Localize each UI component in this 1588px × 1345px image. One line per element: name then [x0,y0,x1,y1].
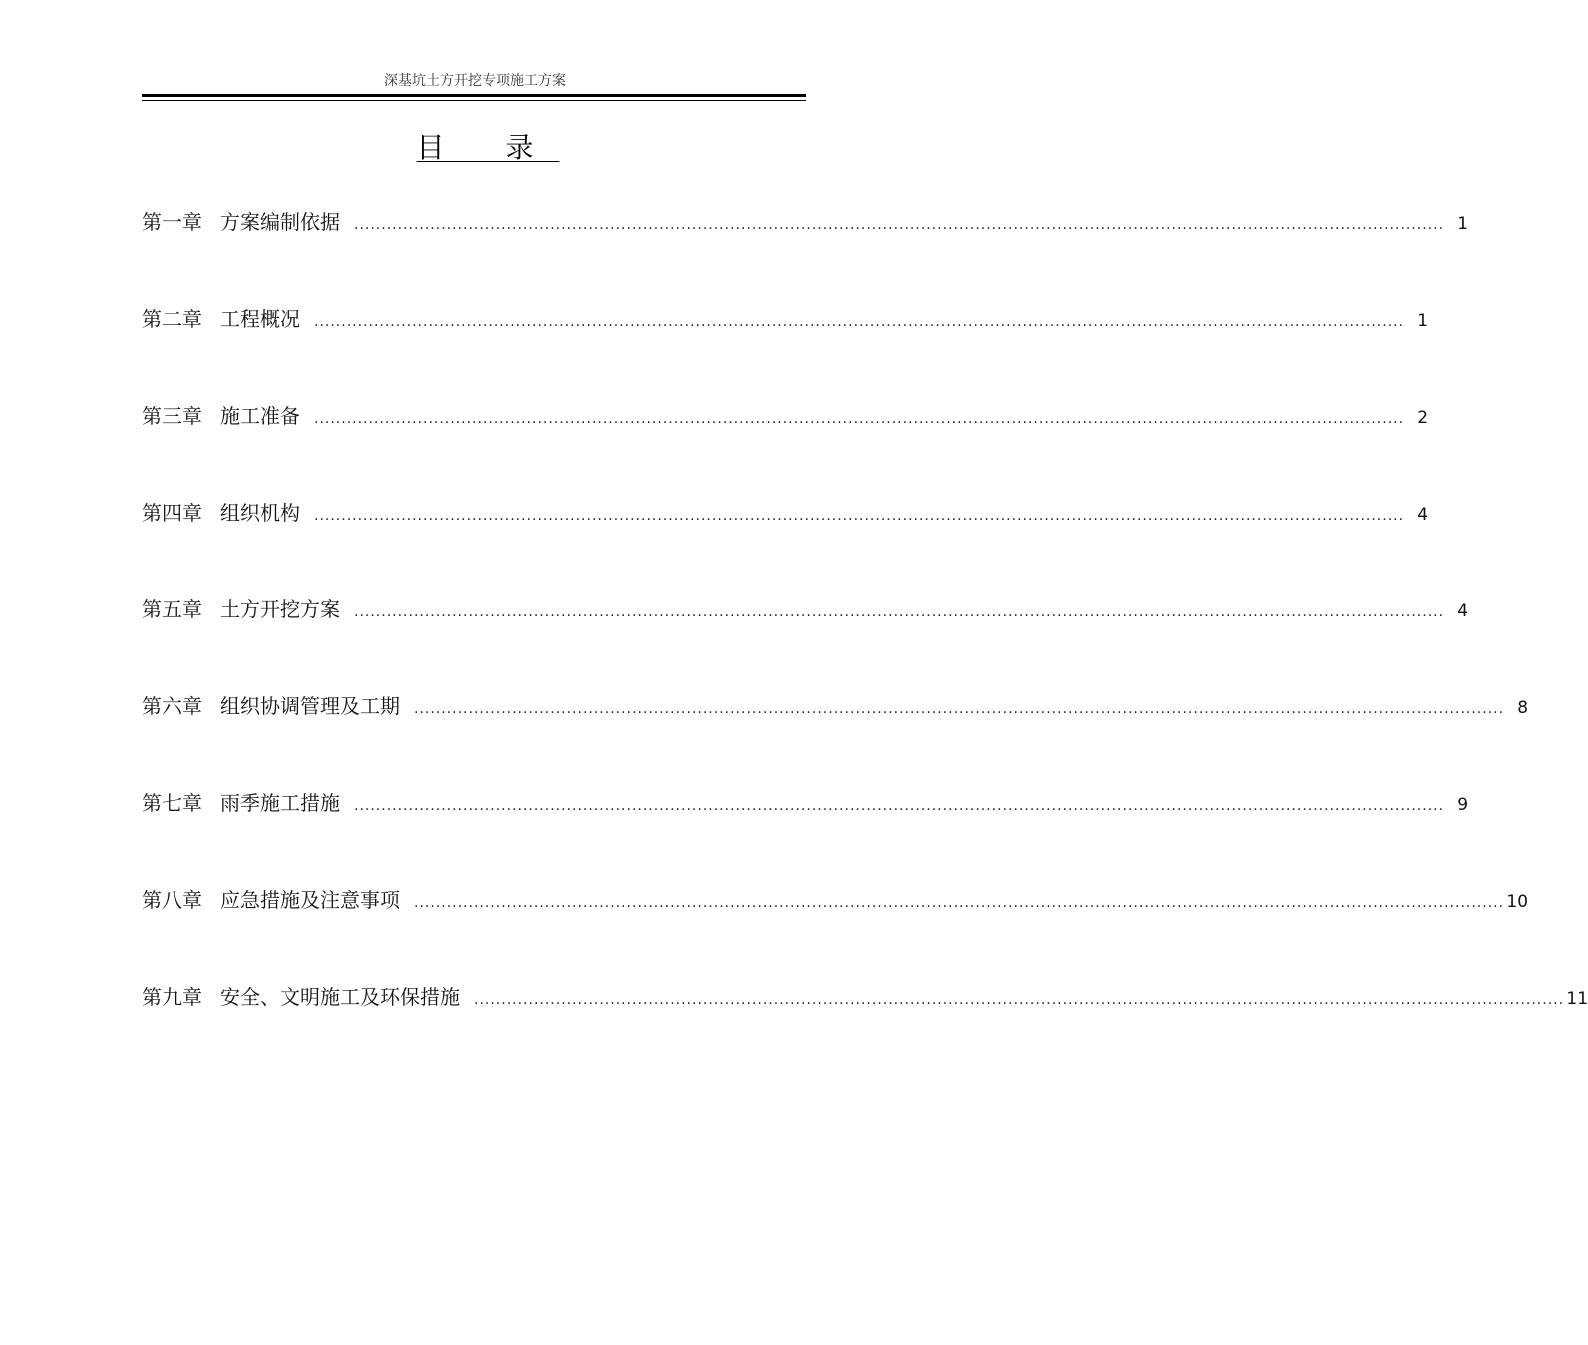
chapter-title: 组织协调管理及工期 [220,694,400,718]
chapter-number: 第二章 [142,307,202,331]
chapter-title: 安全、文明施工及环保措施 [220,985,460,1009]
chapter-number: 第七章 [142,791,202,815]
chapter-title: 方案编制依据 [220,210,340,234]
page-number: 4 [1457,601,1469,621]
toc-entry[interactable] [142,593,1469,629]
chapter-number: 第三章 [142,404,202,428]
chapter-number: 第八章 [142,888,202,912]
dot-leader: ........................................................................................................................................................................................................ [414,895,1505,911]
page-number: 8 [1517,698,1529,718]
dot-leader: ........................................................................................................................................................................................................ [354,798,1445,814]
toc-entry[interactable] [142,400,1429,436]
dot-leader: ........................................................................................................................................................................................................ [474,992,1565,1008]
running-header: 深基坑土方开挖专项施工方案 [384,73,566,89]
page-number: 9 [1457,795,1469,815]
chapter-number: 第五章 [142,597,202,621]
page-number: 1 [1417,311,1429,331]
page-number: 4 [1417,505,1429,525]
chapter-title: 应急措施及注意事项 [220,888,400,912]
chapter-title: 土方开挖方案 [220,597,340,621]
chapter-number: 第四章 [142,501,202,525]
page-number: 11 [1566,989,1588,1009]
toc-entry[interactable] [142,884,1529,920]
dot-leader: ........................................................................................................................................................................................................ [414,701,1505,717]
toc-entry[interactable] [142,497,1429,533]
dot-leader: ........................................................................................................................................................................................................ [314,508,1405,524]
dot-leader: ........................................................................................................................................................................................................ [314,411,1405,427]
chapter-number: 第六章 [142,694,202,718]
toc-entry[interactable] [142,303,1429,339]
chapter-title: 雨季施工措施 [220,791,340,815]
toc-entry[interactable] [142,690,1529,726]
toc-entry[interactable] [142,206,1469,242]
dot-leader: ........................................................................................................................................................................................................ [354,604,1445,620]
header-rule-thin [142,100,806,101]
chapter-title: 组织机构 [220,501,300,525]
chapter-title: 施工准备 [220,404,300,428]
header-rule-thick [142,94,806,97]
toc-entry[interactable] [142,981,1588,1017]
chapter-number: 第九章 [142,985,202,1009]
chapter-title: 工程概况 [220,307,300,331]
dot-leader: ........................................................................................................................................................................................................ [354,217,1445,233]
dot-leader: ........................................................................................................................................................................................................ [314,314,1405,330]
page-number: 10 [1506,892,1529,912]
page-number: 1 [1457,214,1469,234]
toc-heading: 目 录 [416,131,560,164]
chapter-number: 第一章 [142,210,202,234]
toc-entry[interactable] [142,787,1469,823]
page-number: 2 [1417,408,1429,428]
